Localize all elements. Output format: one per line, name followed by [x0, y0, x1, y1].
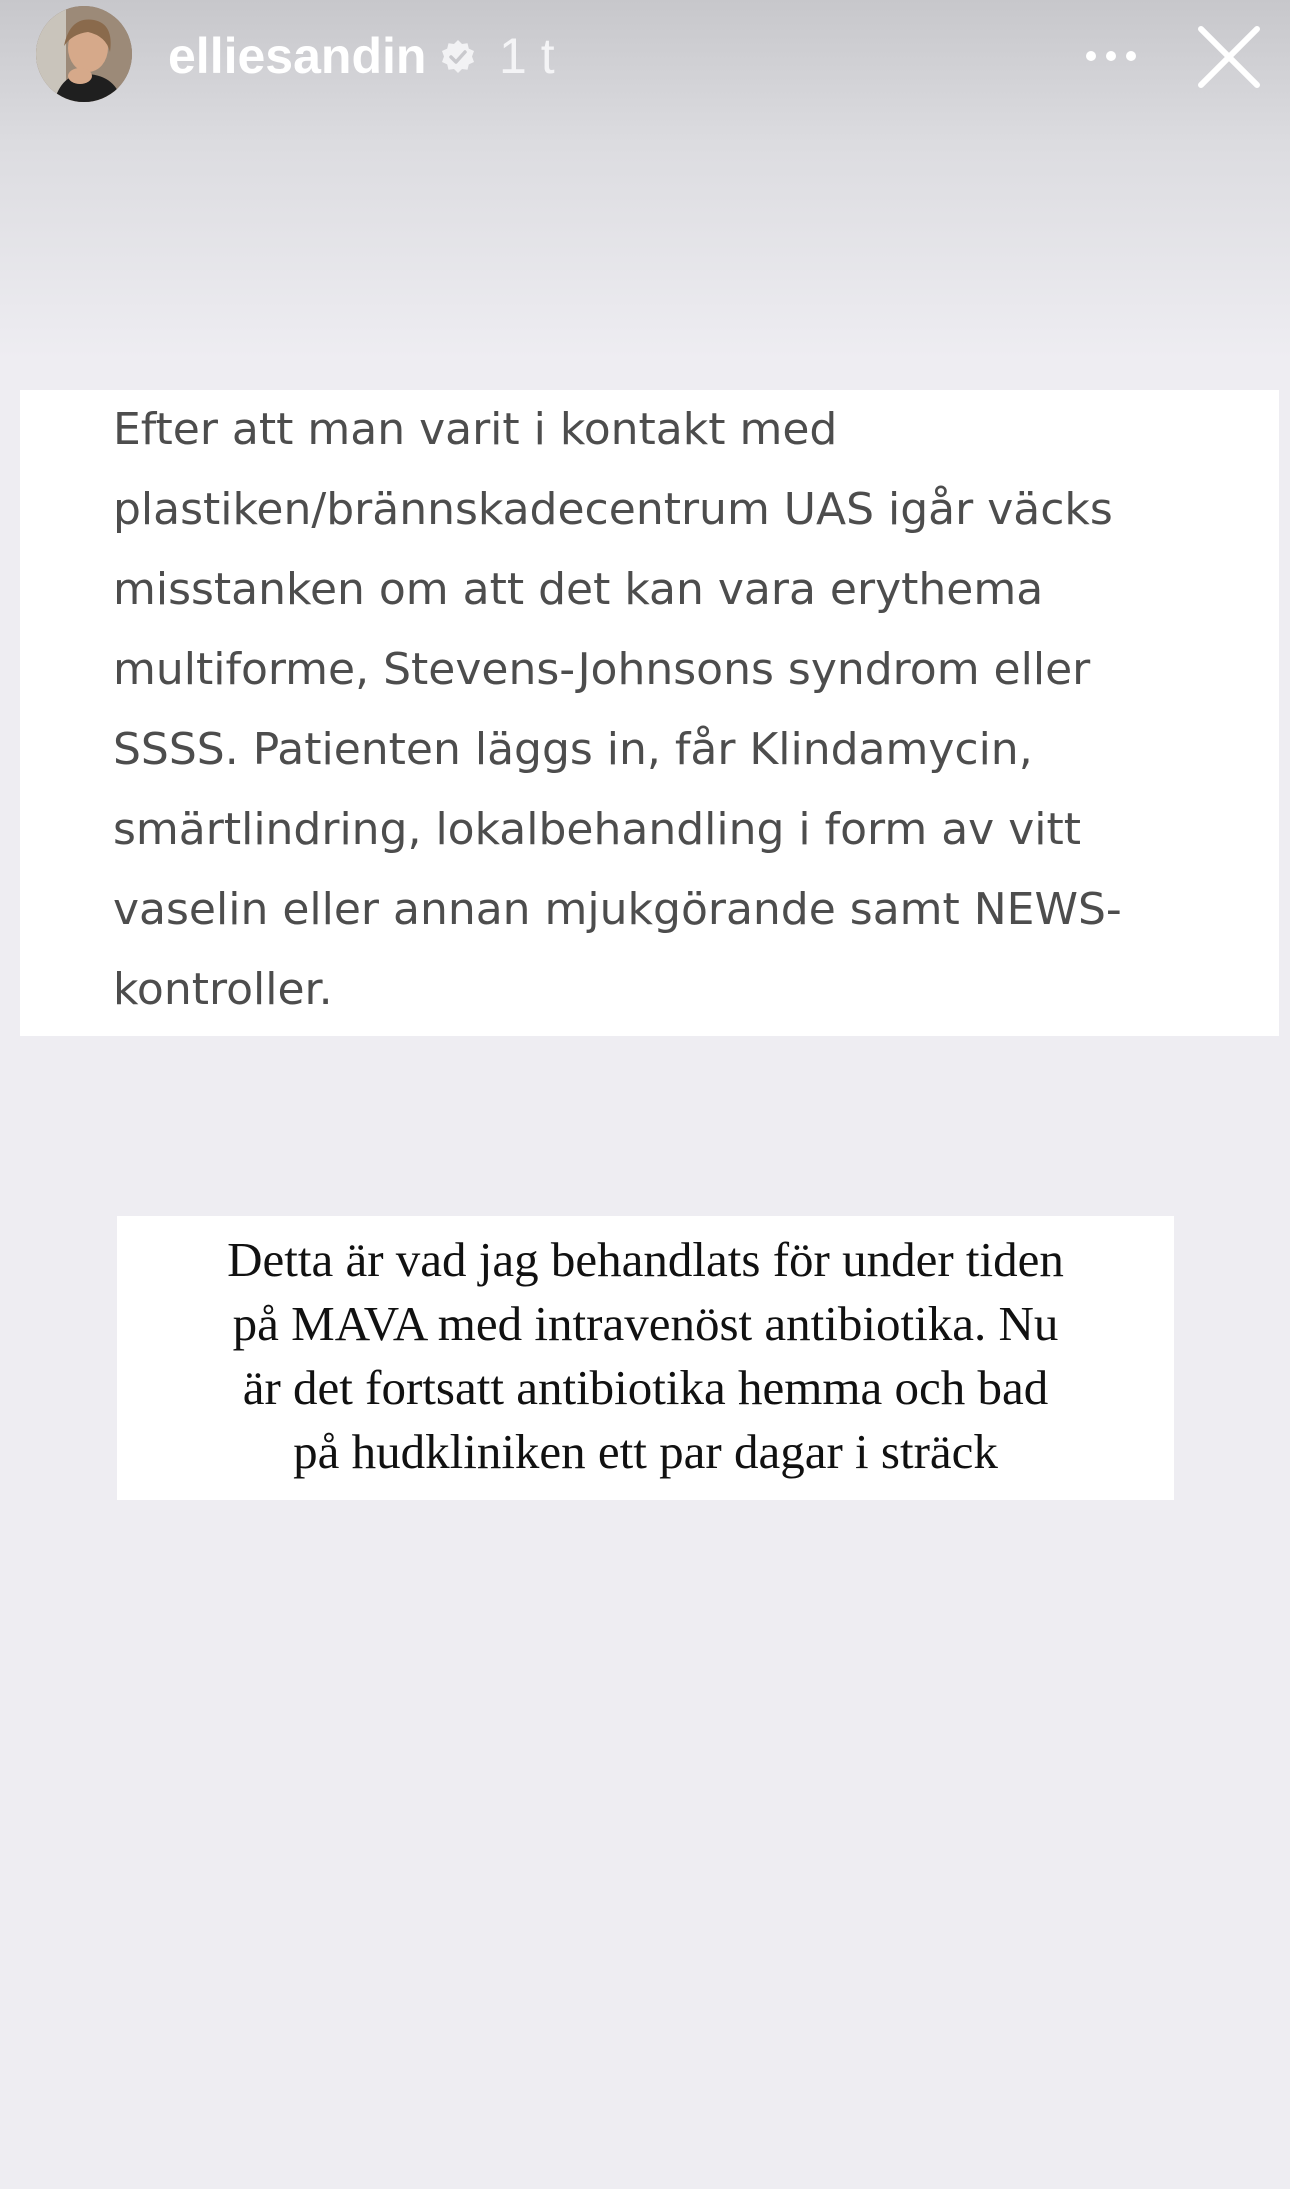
close-icon[interactable]: [1196, 24, 1262, 90]
avatar-image: [36, 6, 132, 102]
verified-badge-icon: [440, 39, 476, 75]
story-time: 1 t: [499, 28, 555, 84]
screenshot-text: Efter att man varit i kontakt med plastiken/brännskadecentrum UAS igår väcks misstanken om att det kan vara erythema multiforme, Stevens-Johnsons syndrom eller SSSS. Patienten läggs in, får Klindamycin, smärtlindring, lokalbehandling i form av vitt vaselin eller annan mjukgörande samt NEWS- kontroller.: [113, 404, 1122, 1015]
more-options-icon[interactable]: [1082, 36, 1140, 76]
story-header: [0, 0, 1290, 120]
clip-edge: [1279, 390, 1290, 1036]
username[interactable]: elliesandin: [168, 28, 427, 84]
avatar[interactable]: [36, 6, 132, 102]
caption-text: Detta är vad jag behandlats för under tiden på MAVA med intravenöst antibiotika. Nu är det fortsatt antibiotika hemma och bad på hudkliniken ett par dagar i sträck: [227, 1232, 1064, 1479]
